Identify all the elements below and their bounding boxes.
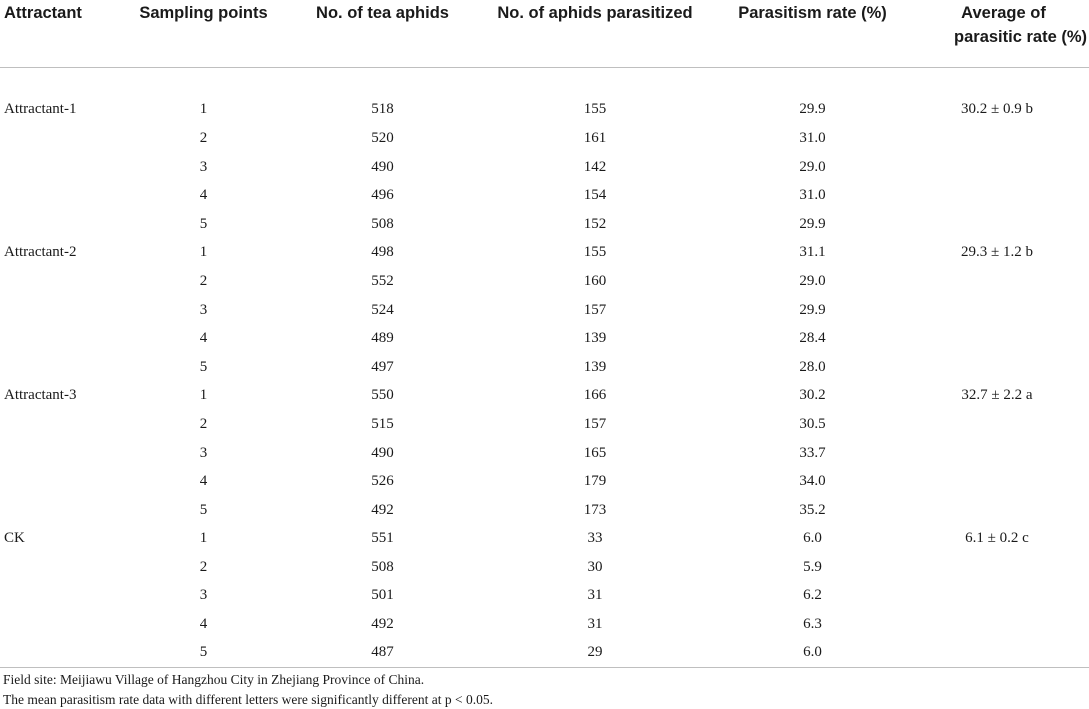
cell-aphids-parasitized: 160 xyxy=(470,267,720,296)
cell-tea-aphids: 490 xyxy=(295,153,470,182)
cell-aphids-parasitized: 139 xyxy=(470,324,720,353)
cell-average-rate xyxy=(905,553,1089,582)
cell-average-rate xyxy=(905,410,1089,439)
table-row xyxy=(0,353,1089,382)
header-sampling-points: Sampling points xyxy=(112,0,295,67)
cell-attractant: CK xyxy=(0,525,112,554)
cell-average-rate xyxy=(905,181,1089,210)
cell-sampling-point: 3 xyxy=(112,439,295,468)
cell-tea-aphids: 550 xyxy=(295,382,470,411)
cell-aphids-parasitized: 166 xyxy=(470,382,720,411)
table-row xyxy=(0,210,1089,239)
cell-sampling-point: 1 xyxy=(112,96,295,125)
table-body xyxy=(0,67,1089,667)
cell-tea-aphids: 490 xyxy=(295,439,470,468)
cell-sampling-point: 4 xyxy=(112,324,295,353)
table-row xyxy=(0,153,1089,182)
cell-parasitism-rate: 35.2 xyxy=(720,496,905,525)
cell-average-rate xyxy=(905,124,1089,153)
header-row xyxy=(0,0,1089,67)
cell-tea-aphids: 489 xyxy=(295,324,470,353)
cell-sampling-point: 2 xyxy=(112,124,295,153)
table-row xyxy=(0,525,1089,554)
note-field-site: Field site: Meijiawu Village of Hangzhou City in Zhejiang Province of China. xyxy=(3,670,493,690)
cell-sampling-point: 2 xyxy=(112,553,295,582)
cell-average-rate xyxy=(905,610,1089,639)
cell-attractant xyxy=(0,610,112,639)
cell-average-rate xyxy=(905,210,1089,239)
cell-average-rate xyxy=(905,639,1089,668)
cell-tea-aphids: 508 xyxy=(295,553,470,582)
cell-sampling-point: 3 xyxy=(112,296,295,325)
cell-parasitism-rate: 28.0 xyxy=(720,353,905,382)
cell-attractant xyxy=(0,582,112,611)
cell-aphids-parasitized: 31 xyxy=(470,582,720,611)
header-parasitism-rate: Parasitism rate (%) xyxy=(720,0,905,67)
table-row xyxy=(0,382,1089,411)
cell-parasitism-rate: 6.0 xyxy=(720,639,905,668)
cell-average-rate xyxy=(905,324,1089,353)
cell-attractant: Attractant-3 xyxy=(0,382,112,411)
cell-tea-aphids: 526 xyxy=(295,467,470,496)
cell-parasitism-rate: 29.9 xyxy=(720,210,905,239)
cell-average-rate xyxy=(905,582,1089,611)
cell-sampling-point: 5 xyxy=(112,353,295,382)
cell-tea-aphids: 492 xyxy=(295,610,470,639)
cell-average-rate: 6.1 ± 0.2 c xyxy=(905,525,1089,554)
cell-average-rate xyxy=(905,267,1089,296)
table-row xyxy=(0,582,1089,611)
cell-aphids-parasitized: 31 xyxy=(470,610,720,639)
cell-parasitism-rate: 29.0 xyxy=(720,267,905,296)
cell-sampling-point: 3 xyxy=(112,582,295,611)
cell-sampling-point: 5 xyxy=(112,496,295,525)
cell-parasitism-rate: 6.0 xyxy=(720,525,905,554)
cell-sampling-point: 2 xyxy=(112,267,295,296)
header-no-aphids-parasitized: No. of aphids parasitized xyxy=(470,0,720,67)
cell-parasitism-rate: 5.9 xyxy=(720,553,905,582)
cell-aphids-parasitized: 142 xyxy=(470,153,720,182)
header-no-tea-aphids: No. of tea aphids xyxy=(295,0,470,67)
cell-sampling-point: 1 xyxy=(112,239,295,268)
cell-parasitism-rate: 30.5 xyxy=(720,410,905,439)
table-row xyxy=(0,124,1089,153)
cell-parasitism-rate: 6.2 xyxy=(720,582,905,611)
cell-parasitism-rate: 6.3 xyxy=(720,610,905,639)
cell-average-rate xyxy=(905,467,1089,496)
cell-parasitism-rate: 29.9 xyxy=(720,296,905,325)
cell-sampling-point: 2 xyxy=(112,410,295,439)
cell-average-rate xyxy=(905,496,1089,525)
cell-parasitism-rate: 33.7 xyxy=(720,439,905,468)
cell-average-rate: 32.7 ± 2.2 a xyxy=(905,382,1089,411)
cell-attractant xyxy=(0,181,112,210)
cell-attractant xyxy=(0,124,112,153)
cell-attractant xyxy=(0,153,112,182)
note-significance: The mean parasitism rate data with different letters were significantly different at p < 0.05. xyxy=(3,690,493,709)
cell-tea-aphids: 552 xyxy=(295,267,470,296)
cell-aphids-parasitized: 152 xyxy=(470,210,720,239)
cell-parasitism-rate: 31.0 xyxy=(720,124,905,153)
cell-tea-aphids: 501 xyxy=(295,582,470,611)
cell-average-rate xyxy=(905,153,1089,182)
table-row xyxy=(0,639,1089,668)
cell-tea-aphids: 487 xyxy=(295,639,470,668)
table-row xyxy=(0,296,1089,325)
table-row xyxy=(0,467,1089,496)
table-row xyxy=(0,239,1089,268)
table-row xyxy=(0,267,1089,296)
cell-parasitism-rate: 34.0 xyxy=(720,467,905,496)
cell-aphids-parasitized: 165 xyxy=(470,439,720,468)
table-row xyxy=(0,553,1089,582)
cell-sampling-point: 1 xyxy=(112,525,295,554)
table-notes xyxy=(3,670,493,709)
cell-aphids-parasitized: 179 xyxy=(470,467,720,496)
cell-tea-aphids: 524 xyxy=(295,296,470,325)
cell-attractant xyxy=(0,496,112,525)
cell-aphids-parasitized: 139 xyxy=(470,353,720,382)
header-average-line1: Average of xyxy=(906,1,1087,25)
header-average-line2: parasitic rate (%) xyxy=(906,25,1087,49)
cell-tea-aphids: 498 xyxy=(295,239,470,268)
cell-parasitism-rate: 29.9 xyxy=(720,96,905,125)
cell-tea-aphids: 518 xyxy=(295,96,470,125)
cell-sampling-point: 3 xyxy=(112,153,295,182)
cell-attractant xyxy=(0,439,112,468)
cell-attractant xyxy=(0,210,112,239)
cell-tea-aphids: 497 xyxy=(295,353,470,382)
table-row xyxy=(0,439,1089,468)
cell-aphids-parasitized: 29 xyxy=(470,639,720,668)
cell-attractant xyxy=(0,553,112,582)
cell-attractant xyxy=(0,324,112,353)
cell-aphids-parasitized: 157 xyxy=(470,296,720,325)
cell-average-rate: 29.3 ± 1.2 b xyxy=(905,239,1089,268)
cell-parasitism-rate: 30.2 xyxy=(720,382,905,411)
cell-sampling-point: 1 xyxy=(112,382,295,411)
cell-attractant xyxy=(0,410,112,439)
cell-sampling-point: 5 xyxy=(112,210,295,239)
cell-parasitism-rate: 31.1 xyxy=(720,239,905,268)
cell-sampling-point: 4 xyxy=(112,467,295,496)
cell-parasitism-rate: 31.0 xyxy=(720,181,905,210)
cell-aphids-parasitized: 33 xyxy=(470,525,720,554)
cell-parasitism-rate: 29.0 xyxy=(720,153,905,182)
cell-average-rate: 30.2 ± 0.9 b xyxy=(905,96,1089,125)
cell-aphids-parasitized: 157 xyxy=(470,410,720,439)
cell-average-rate xyxy=(905,296,1089,325)
header-average-rate xyxy=(905,0,1089,67)
cell-aphids-parasitized: 154 xyxy=(470,181,720,210)
table-row xyxy=(0,610,1089,639)
cell-average-rate xyxy=(905,353,1089,382)
cell-tea-aphids: 496 xyxy=(295,181,470,210)
header-attractant: Attractant xyxy=(0,0,112,67)
cell-aphids-parasitized: 155 xyxy=(470,96,720,125)
cell-tea-aphids: 492 xyxy=(295,496,470,525)
cell-attractant xyxy=(0,296,112,325)
cell-attractant xyxy=(0,639,112,668)
cell-attractant xyxy=(0,467,112,496)
cell-aphids-parasitized: 155 xyxy=(470,239,720,268)
cell-tea-aphids: 508 xyxy=(295,210,470,239)
table-row xyxy=(0,410,1089,439)
cell-aphids-parasitized: 173 xyxy=(470,496,720,525)
table-row xyxy=(0,181,1089,210)
spacer-row xyxy=(0,67,1089,96)
table-row xyxy=(0,496,1089,525)
cell-parasitism-rate: 28.4 xyxy=(720,324,905,353)
cell-aphids-parasitized: 161 xyxy=(470,124,720,153)
cell-tea-aphids: 520 xyxy=(295,124,470,153)
cell-attractant xyxy=(0,267,112,296)
cell-attractant: Attractant-1 xyxy=(0,96,112,125)
cell-sampling-point: 5 xyxy=(112,639,295,668)
table-row xyxy=(0,96,1089,125)
table-row xyxy=(0,324,1089,353)
cell-attractant: Attractant-2 xyxy=(0,239,112,268)
cell-sampling-point: 4 xyxy=(112,181,295,210)
cell-tea-aphids: 515 xyxy=(295,410,470,439)
cell-sampling-point: 4 xyxy=(112,610,295,639)
cell-tea-aphids: 551 xyxy=(295,525,470,554)
cell-attractant xyxy=(0,353,112,382)
cell-aphids-parasitized: 30 xyxy=(470,553,720,582)
cell-average-rate xyxy=(905,439,1089,468)
